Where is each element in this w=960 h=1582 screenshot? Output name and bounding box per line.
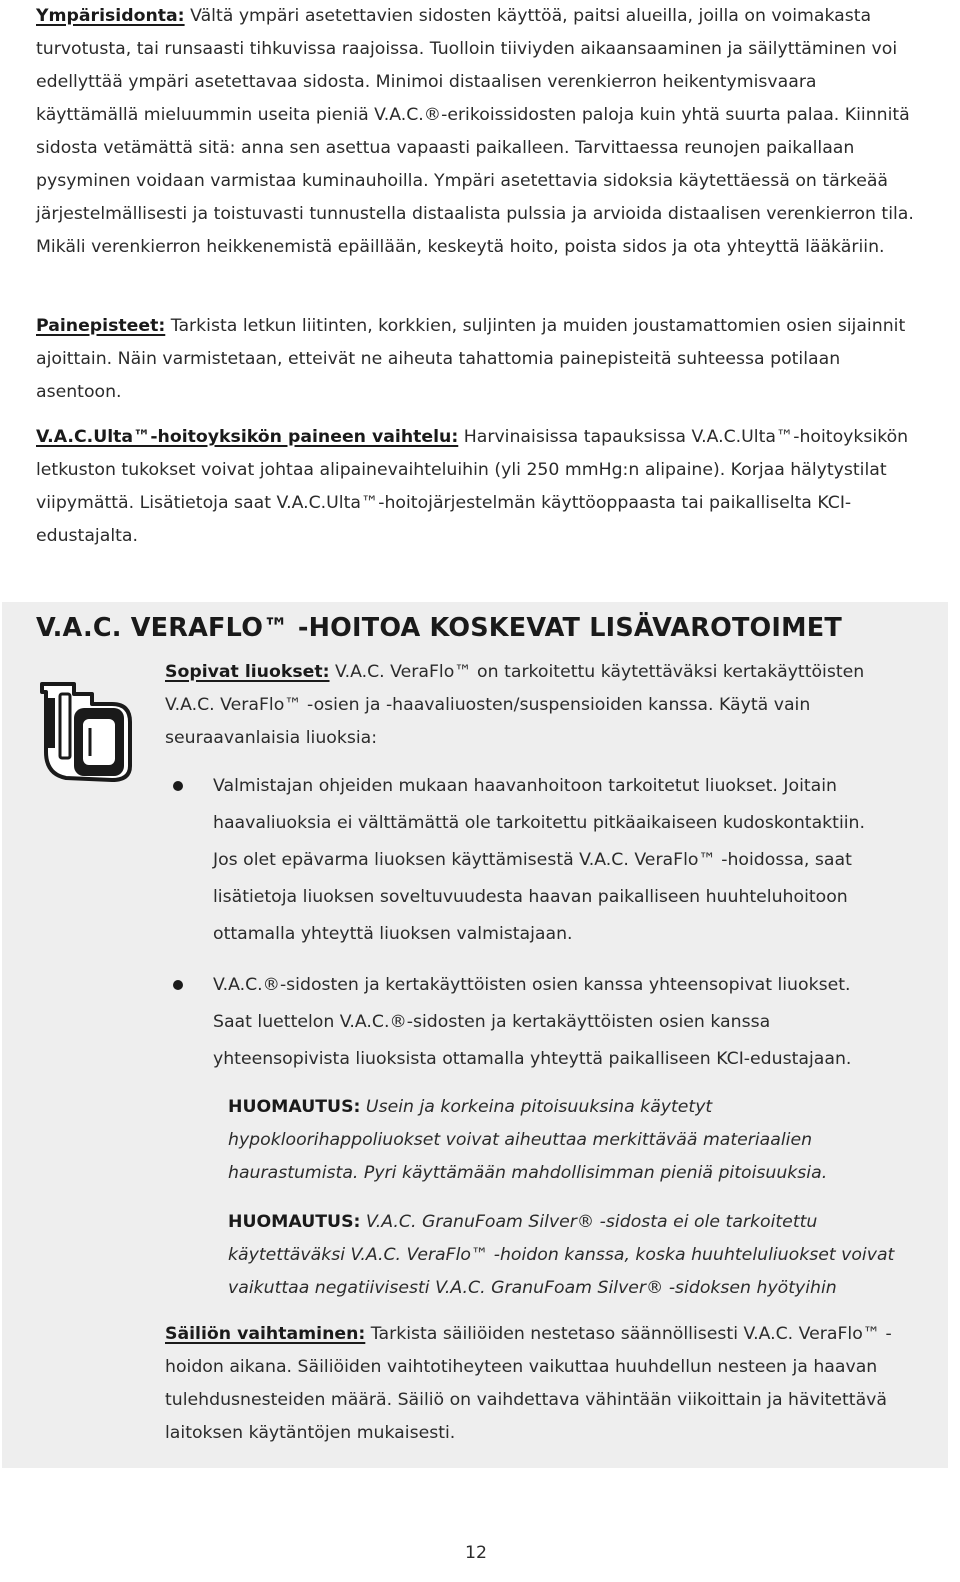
wrapping-heading: Ympärisidonta: — [36, 6, 185, 26]
section-heading: V.A.C. VERAFLO™ -HOITOA KOSKEVAT LISÄVAROTOIMET — [36, 613, 842, 643]
canister-change-heading: Säiliön vaihtaminen: — [165, 1324, 366, 1344]
list-item — [165, 768, 885, 953]
pressure-points-text: Tarkista letkun liitinten, korkkien, suljinten ja muiden joustamattomien osien sijainnit ajoittain. Näin varmistetaan, etteivät ne aiheuta tahattomia painepisteitä suhteessa potilaan asentoon. — [36, 316, 906, 402]
paragraph-canister-change — [165, 1318, 915, 1450]
paragraph-solutions — [165, 656, 915, 755]
wrapping-text: Vältä ympäri asetettavien sidosten käyttöä, paitsi alueilla, joilla on voimakasta turvotusta, tai runsaasti tihkuvissa raajoissa. Tuolloin tiiviyden aikaansaaminen ja säilyttäminen voi edellyttää ympäri asetettavaa sidosta. Minimoi distaalisen verenkierron heikentymisvaara käyttämällä mieluummin useita pieniä V.A.C.®-erikoissidosten paloja kuin yhtä suurta palaa. Kiinnitä sidosta vetämättä sitä: anna sen asettua vapaasti paikalleen. Tarvittaessa reunojen paikallaan pysyminen voidaan varmistaa kuminauhoilla. Ympäri asetettavia sidoksia käytettäessä on tärkeää järjestelmällisesti ja toistuvasti tunnustella distaalista pulssia ja arvioida distaalisen verenkierron tila. Mikäli verenkierron heikkenemistä epäillään, keskeytä hoito, poista sidos ja ota yhteyttä lääkäriin. — [36, 6, 914, 257]
bullet-icon — [173, 980, 183, 990]
page-number: 12 — [465, 1543, 487, 1563]
paragraph-wrapping — [36, 0, 916, 264]
pressure-variation-text: Harvinaisissa tapauksissa V.A.C.Ulta™-hoitoyksikön letkuston tukokset voivat johtaa alipainevaihteluihin (yli 250 mmHg:n alipaine). Korjaa hälytystilat viipymättä. Lisätietoja saat V.A.C.Ulta™-hoitojärjestelmän käyttöoppaasta tai paikalliselta KCI-edustajalta. — [36, 427, 909, 546]
list-item-text: V.A.C.®-sidosten ja kertakäyttöisten osien kanssa yhteensopivat liuokset. Saat luettelon V.A.C.®-sidosten ja kertakäyttöisten osien kanssa yhteensopivista liuoksista ottamalla yhteyttä paikalliseen KCI-edustajaan. — [213, 975, 852, 1069]
note-text: V.A.C. GranuFoam Silver® -sidosta ei ole tarkoitettu käytettäväksi V.A.C. VeraFlo™ -hoidon kanssa, koska huuhteluliuokset voivat vaikuttaa negatiivisesti V.A.C. GranuFoam Silver® -sidoksen hyötyihin — [228, 1212, 895, 1298]
pressure-variation-heading: V.A.C.Ulta™-hoitoyksikön paineen vaihtelu: — [36, 427, 459, 447]
note-text: Usein ja korkeina pitoisuuksina käytetyt hypokloorihappoliuokset voivat aiheuttaa merkittävää materiaalien haurastumista. Pyri käyttämään mahdollisimman pieniä pitoisuuksia. — [228, 1097, 828, 1183]
list-item — [165, 967, 885, 1078]
note-granufoam — [228, 1206, 928, 1305]
note-label: HUOMAUTUS: — [228, 1212, 361, 1232]
note-label: HUOMAUTUS: — [228, 1097, 361, 1117]
paragraph-pressure-points — [36, 310, 916, 409]
paragraph-pressure-variation — [36, 421, 916, 553]
canister-change-text: Tarkista säiliöiden nestetaso säännöllisesti V.A.C. VeraFlo™ -hoidon aikana. Säiliöiden vaihtotiheyteen vaikuttaa huuhdellun nesteen ja haavan tulehdusnesteiden määrä. Säiliö on vaihdettava vähintään viikoittain ja hävitettävä laitoksen käytäntöjen mukaisesti. — [165, 1324, 892, 1443]
canister-icon — [36, 674, 140, 784]
bullet-icon — [173, 781, 183, 791]
list-item-text: Valmistajan ohjeiden mukaan haavanhoitoon tarkoitetut liuokset. Joitain haavaliuoksia ei välttämättä ole tarkoitettu pitkäaikaiseen kudoskontaktiin. Jos olet epävarma liuoksen käyttämisestä V.A.C. VeraFlo™ -hoidossa, saat lisätietoja liuoksen soveltuvuudesta haavan paikalliseen huuhteluhoitoon ottamalla yhteyttä liuoksen valmistajaan. — [213, 776, 865, 944]
note-hypochlorous — [228, 1091, 928, 1190]
solutions-heading: Sopivat liuokset: — [165, 662, 330, 682]
pressure-points-heading: Painepisteet: — [36, 316, 166, 336]
solutions-text: V.A.C. VeraFlo™ on tarkoitettu käytettäväksi kertakäyttöisten V.A.C. VeraFlo™ -osien ja -haavaliuosten/suspensioiden kanssa. Käytä vain seuraavanlaisia liuoksia: — [165, 662, 865, 748]
